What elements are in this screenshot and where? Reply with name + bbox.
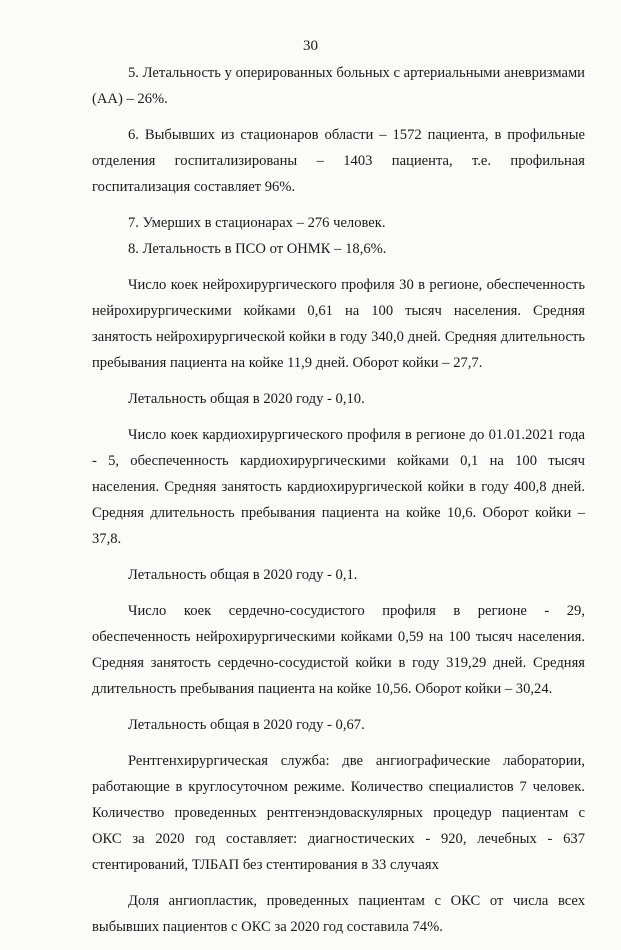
paragraph-neurosurgery-mortality: Летальность общая в 2020 году - 0,10. bbox=[128, 391, 365, 407]
document-body bbox=[92, 60, 585, 950]
paragraph-discharged-patients: 6. Выбывших из стационаров области – 1572 пациента, в профильные отделения госпитализированы – 1403 пациента, т.е. профильная госпитализация составляет 96%. bbox=[92, 127, 585, 195]
paragraph-cardiosurgery-beds: Число коек кардиохирургического профиля в регионе до 01.01.2021 года - 5, обеспеченность кардиохирургическими койками 0,1 на 100 тысяч населения. Средняя занятость кардиохирургической койки в году 400,8 дней. Средняя длительность пребывания пациента на койке 10,6. Оборот койки – 37,8. bbox=[92, 427, 585, 547]
paragraph-cardiosurgery-mortality: Летальность общая в 2020 году - 0,1. bbox=[128, 567, 358, 583]
paragraph-aneurysm-mortality: 5. Летальность у оперированных больных с артериальными аневризмами (АА) – 26%. bbox=[92, 65, 585, 107]
paragraph-angioplasty-share: Доля ангиопластик, проведенных пациентам с ОКС от числа всех выбывших пациентов с ОКС за 2020 год составила 74%. bbox=[92, 893, 585, 935]
paragraph-pso-mortality: 8. Летальность в ПСО от ОНМК – 18,6%. bbox=[128, 241, 387, 257]
paragraph-deaths: 7. Умерших в стационарах – 276 человек. bbox=[128, 215, 386, 231]
page-number: 30 bbox=[303, 38, 318, 54]
paragraph-xray-surgery-service: Рентгенхирургическая служба: две ангиографические лаборатории, работающие в круглосуточном режиме. Количество специалистов 7 человек. Количество проведенных рентгенэндоваскулярных процедур пациентам с ОКС за 2020 год составляет: диагностических - 920, лечебных - 637 стентирований, ТЛБАП без стентирования в 33 случаях bbox=[92, 753, 585, 873]
paragraph-vascular-mortality: Летальность общая в 2020 году - 0,67. bbox=[128, 717, 365, 733]
paragraph-vascular-beds: Число коек сердечно-сосудистого профиля в регионе - 29, обеспеченность нейрохирургическими койками 0,59 на 100 тысяч населения. Средняя занятость сердечно-сосудистой койки в году 319,29 дней. Средняя длительность пребывания пациента на койке 10,56. Оборот койки – 30,24. bbox=[92, 603, 585, 697]
paragraph-neurosurgery-beds: Число коек нейрохирургического профиля 30 в регионе, обеспеченность нейрохирургическими койками 0,61 на 100 тысяч населения. Средняя занятость нейрохирургической койки в году 340,0 дней. Средняя длительность пребывания пациента на койке 11,9 дней. Оборот койки – 27,7. bbox=[92, 277, 585, 371]
